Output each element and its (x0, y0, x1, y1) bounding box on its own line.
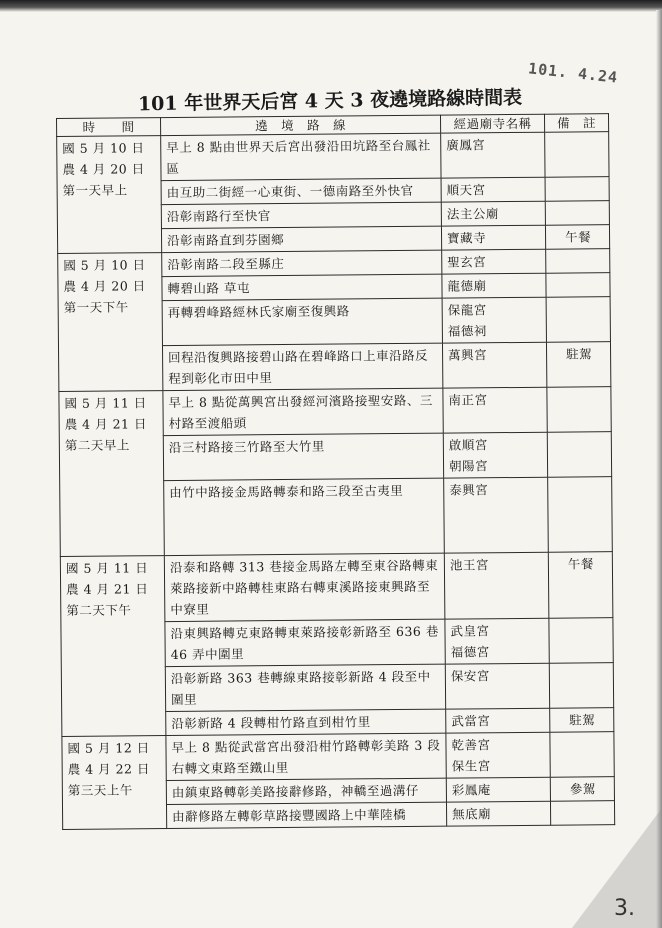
temple-name: 乾善宮 (451, 737, 491, 753)
temple-name: 順天宮 (446, 182, 486, 198)
header-route: 遶 境 路 線 (161, 115, 441, 135)
time-cell (60, 556, 166, 737)
note-cell: 午餐 (548, 552, 613, 619)
note-cell: 駐駕 (546, 342, 610, 388)
temple-cell (444, 552, 549, 619)
time-line: 農 4 月 20 日 (62, 161, 145, 177)
temple-cell (441, 225, 545, 250)
route-cell: 早上 8 點從武當宮出發沿柑竹路轉彰美路 3 段右轉文東路至鐵山里 (166, 733, 446, 780)
temple-cell (442, 249, 546, 274)
temple-cell (444, 477, 549, 553)
route-cell: 由辭修路左轉彰草路接豐國路上中華陸橋 (166, 802, 446, 828)
temple-cell (445, 618, 549, 664)
temple-name: 保龍宮 (447, 302, 487, 318)
temple-cell (446, 801, 550, 826)
time-line: 第三天上午 (67, 782, 133, 798)
temple-cell (442, 273, 546, 298)
temple-name: 廣鳳宮 (446, 137, 486, 153)
route-cell: 由竹中路接金馬路轉泰和路三段至古夷里 (164, 478, 445, 555)
route-cell: 沿彰南路行至快官 (161, 202, 441, 228)
time-cell (58, 253, 163, 392)
temple-name: 保安宮 (450, 668, 490, 684)
temple-cell (442, 297, 546, 343)
route-cell: 由互助二街經一心東街、一德南路至外快官 (161, 178, 441, 204)
scan-right-edge (656, 10, 662, 928)
note-cell (546, 297, 610, 343)
temple-name: 武皇宮 (450, 623, 490, 639)
note-cell (546, 249, 610, 274)
route-cell: 早上 8 點從萬興宮出發經河濱路接聖安路、三村路至渡船頭 (163, 388, 443, 435)
route-cell: 沿彰南路二段至縣庄 (162, 250, 442, 276)
note-cell (549, 618, 613, 664)
temple-name: 福德祠 (447, 323, 487, 339)
temple-cell (446, 708, 550, 733)
route-cell: 再轉碧峰路經林氏家廟至復興路 (162, 298, 442, 345)
header-time: 時 間 (57, 118, 161, 137)
page-number: 3. (614, 896, 635, 921)
note-cell (546, 273, 610, 298)
table-row (59, 387, 611, 437)
note-cell (547, 432, 611, 478)
temple-name: 彩鳳庵 (451, 782, 491, 798)
page-title: 101 年世界天后宮 4 天 3 夜遶境路線時間表 (137, 86, 523, 116)
note-cell: 駐駕 (550, 708, 614, 733)
temple-name: 無底廟 (452, 806, 492, 822)
temple-name: 寶藏寺 (446, 230, 487, 246)
time-line: 國 5 月 10 日 (62, 140, 145, 156)
header-temple: 經過廟寺名稱 (440, 114, 544, 133)
temple-cell (441, 132, 545, 178)
temple-cell (443, 387, 547, 433)
temple-name: 保生宮 (451, 758, 491, 774)
temple-cell (441, 177, 545, 202)
route-cell: 沿東興路轉克東路轉東萊路接彰新路至 636 巷 46 弄中圍里 (165, 619, 445, 666)
schedule-table (56, 113, 615, 830)
route-cell: 早上 8 點由世界天后宮出發沿田坑路至台鳳社區 (161, 133, 441, 180)
date-stamp: 101. 4.24 (527, 59, 619, 87)
time-line: 第二天下午 (66, 602, 132, 618)
temple-name: 啟順宮 (448, 437, 488, 453)
time-cell (62, 736, 167, 830)
route-cell: 沿三村路接三竹路至大竹里 (163, 433, 443, 480)
temple-name: 龍德廟 (447, 278, 487, 294)
temple-cell (446, 732, 550, 778)
route-cell: 沿泰和路轉 313 巷接金馬路左轉至東谷路轉東萊路接新中路轉桂東路右轉東溪路接東興路至中寮里 (164, 553, 445, 621)
scan-top-edge (0, 0, 662, 12)
temple-name: 法主公廟 (446, 206, 499, 222)
route-cell: 轉碧山路 草屯 (162, 274, 442, 300)
temple-cell (446, 777, 550, 802)
temple-name: 朝陽宮 (448, 458, 489, 474)
header-note: 備 註 (544, 114, 608, 133)
note-cell (548, 477, 613, 553)
time-line: 農 4 月 21 日 (64, 416, 148, 432)
temple-name: 南正宮 (448, 392, 488, 408)
table-row (60, 552, 613, 623)
time-line: 第一天早上 (62, 182, 128, 198)
note-cell (545, 201, 609, 226)
route-cell: 沿彰南路直到芬園鄉 (161, 226, 441, 252)
note-cell (550, 732, 614, 778)
temple-name: 聖玄宮 (447, 254, 487, 270)
temple-cell (442, 342, 546, 388)
note-cell (545, 177, 609, 202)
temple-name: 池王宮 (449, 557, 489, 573)
note-cell: 午餐 (545, 225, 609, 250)
route-cell: 沿彰新路 363 巷轉線東路接彰新路 4 段至中圍里 (165, 664, 445, 711)
note-cell (549, 663, 613, 709)
time-line: 國 5 月 12 日 (67, 740, 150, 756)
route-cell: 由鎮東路轉彰美路接辭修路，神轎至過溝仔 (166, 778, 446, 804)
time-line: 第一天下午 (63, 299, 129, 315)
schedule-body (57, 132, 615, 830)
table-row (62, 732, 614, 782)
time-line: 國 5 月 10 日 (63, 257, 146, 273)
time-line: 國 5 月 11 日 (65, 560, 149, 576)
time-line: 第二天早上 (64, 437, 130, 453)
temple-cell (441, 201, 545, 226)
temple-name: 武當宮 (451, 713, 491, 729)
table-row (57, 132, 609, 182)
temple-name: 泰興宮 (449, 482, 489, 498)
time-line: 農 4 月 20 日 (63, 278, 146, 294)
time-cell (57, 136, 162, 254)
time-line: 農 4 月 22 日 (67, 761, 151, 777)
temple-cell (445, 663, 549, 709)
time-cell (59, 391, 164, 557)
temple-name: 福德宮 (450, 644, 490, 660)
time-line: 農 4 月 21 日 (66, 581, 149, 597)
route-cell: 回程沿復興路接碧山路在碧峰路口上車沿路反程到彰化市田中里 (162, 343, 442, 390)
note-cell (545, 132, 609, 178)
note-cell (547, 387, 611, 433)
temple-cell (443, 432, 547, 478)
route-cell: 沿彰新路 4 段轉柑竹路直到柑竹里 (166, 709, 446, 735)
time-line: 國 5 月 11 日 (64, 395, 147, 411)
note-cell: 參駕 (550, 777, 614, 802)
temple-name: 萬興宮 (448, 347, 488, 363)
